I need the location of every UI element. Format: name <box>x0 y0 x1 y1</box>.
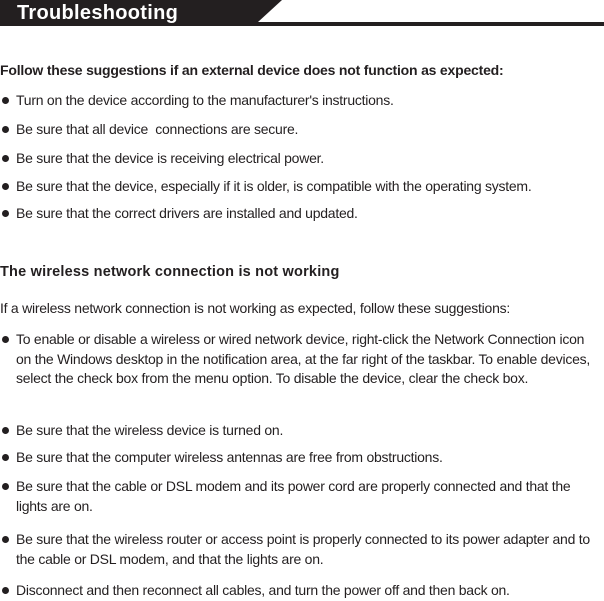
wireless-section-heading: The wireless network connection is not working <box>0 264 340 280</box>
list-item: Disconnect and then reconnect all cables, and turn the power off and then back on. <box>0 581 604 601</box>
list-item: Be sure that the computer wireless antennas are free from obstructions. <box>0 448 604 468</box>
list-item: Be sure that the correct drivers are installed and updated. <box>0 204 604 224</box>
bullet-icon <box>2 183 9 190</box>
page-title: Troubleshooting <box>17 2 179 24</box>
list-item: Be sure that the device, especially if it is older, is compatible with the operating system. <box>0 177 604 197</box>
bullet-icon <box>2 126 9 133</box>
list-item: Be sure that the device is receiving electrical power. <box>0 149 604 169</box>
bullet-icon <box>2 210 9 217</box>
list-item: To enable or disable a wireless or wired network device, right-click the Network Connection icon on the Windows desktop in the notification area, at the far right of the taskbar. To enable devices, select the check box from the menu option. To disable the device, clear the check box. <box>0 330 604 389</box>
bullet-icon <box>2 587 9 594</box>
bullet-icon <box>2 536 9 543</box>
list-item: Be sure that the cable or DSL modem and its power cord are properly connected and that the lights are on. <box>0 477 604 516</box>
section-header-bar <box>0 0 604 26</box>
bullet-icon <box>2 483 9 490</box>
list-item: Be sure that the wireless device is turned on. <box>0 421 604 441</box>
bullet-icon <box>2 454 9 461</box>
bullet-icon <box>2 336 9 343</box>
device-section-intro: Follow these suggestions if an external device does not function as expected: <box>0 62 504 78</box>
bullet-icon <box>2 97 9 104</box>
list-item: Be sure that the wireless router or access point is properly connected to its power adapter and to the cable or DSL modem, and that the lights are on. <box>0 530 604 569</box>
bullet-icon <box>2 155 9 162</box>
bullet-icon <box>2 427 9 434</box>
list-item: Be sure that all device connections are secure. <box>0 120 604 140</box>
wireless-section-intro: If a wireless network connection is not working as expected, follow these suggestions: <box>0 300 511 316</box>
list-item: Turn on the device according to the manufacturer's instructions. <box>0 91 604 111</box>
